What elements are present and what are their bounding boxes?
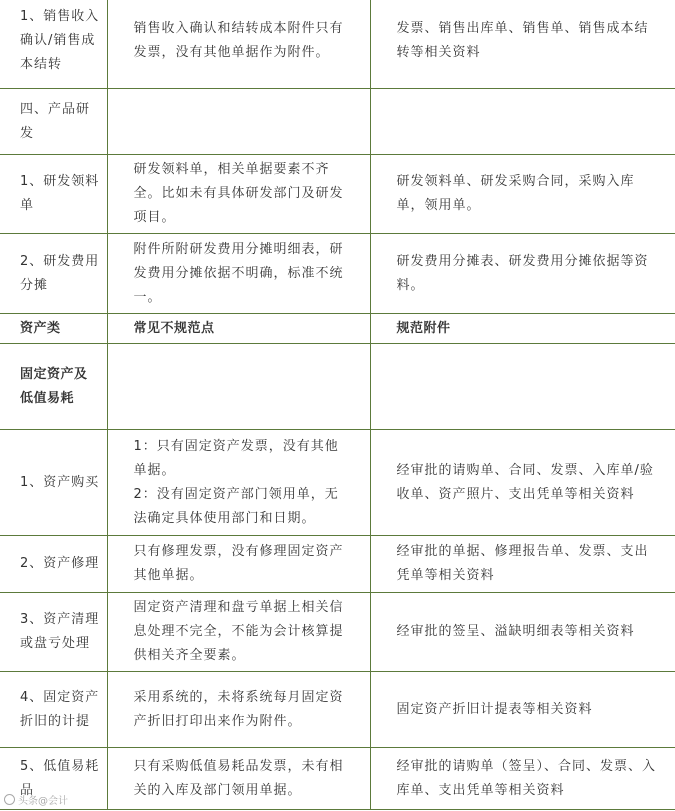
issue-cell: 研发领料单，相关单据要素不齐全。比如未有具体研发部门及研发项目。 bbox=[107, 155, 370, 234]
table-row bbox=[0, 593, 675, 672]
column-header-issue: 常见不规范点 bbox=[107, 314, 370, 344]
attachment-cell: 研发领料单、研发采购合同，采购入库单，领用单。 bbox=[370, 155, 675, 234]
column-header-attachment: 规范附件 bbox=[370, 314, 675, 344]
item-cell: 3、资产清理或盘亏处理 bbox=[0, 593, 107, 672]
issue-cell: 只有修理发票，没有修理固定资产其他单据。 bbox=[107, 536, 370, 593]
watermark-logo-icon bbox=[4, 794, 15, 805]
attachment-cell: 研发费用分摊表、研发费用分摊依据等资料。 bbox=[370, 234, 675, 314]
attachment-cell bbox=[370, 89, 675, 155]
section-cell: 固定资产及低值易耗 bbox=[0, 344, 107, 430]
watermark bbox=[4, 792, 68, 807]
table-row bbox=[0, 234, 675, 314]
table-row bbox=[0, 344, 675, 430]
item-cell: 1、资产购买 bbox=[0, 430, 107, 536]
issue-cell: 附件所附研发费用分摊明细表，研发费用分摊依据不明确，标准不统一。 bbox=[107, 234, 370, 314]
table-row bbox=[0, 155, 675, 234]
item-cell: 4、固定资产折旧的计提 bbox=[0, 672, 107, 748]
item-cell: 5、低值易耗品 bbox=[0, 748, 107, 810]
issue-cell bbox=[107, 344, 370, 430]
item-cell: 1、销售收入确认/销售成本结转 bbox=[0, 0, 107, 89]
table-header-row bbox=[0, 314, 675, 344]
issue-cell bbox=[107, 89, 370, 155]
column-header-category: 资产类 bbox=[0, 314, 107, 344]
issue-cell: 采用系统的，未将系统每月固定资产折旧打印出来作为附件。 bbox=[107, 672, 370, 748]
watermark-text: 头条@会计 bbox=[18, 796, 68, 807]
table-row bbox=[0, 430, 675, 536]
item-cell: 1、研发领料单 bbox=[0, 155, 107, 234]
table-row bbox=[0, 672, 675, 748]
table-row bbox=[0, 748, 675, 810]
attachment-cell: 固定资产折旧计提表等相关资料 bbox=[370, 672, 675, 748]
attachment-cell: 发票、销售出库单、销售单、销售成本结转等相关资料 bbox=[370, 0, 675, 89]
issue-cell: 固定资产清理和盘亏单据上相关信息处理不完全，不能为会计核算提供相关齐全要素。 bbox=[107, 593, 370, 672]
issue-cell: 只有采购低值易耗品发票，未有相关的入库及部门领用单据。 bbox=[107, 748, 370, 810]
table-row bbox=[0, 536, 675, 593]
issue-line: 1：只有固定资产发票，没有其他单据。 bbox=[133, 438, 339, 478]
attachment-cell: 经审批的签呈、溢缺明细表等相关资料 bbox=[370, 593, 675, 672]
attachment-cell: 经审批的单据、修理报告单、发票、支出凭单等相关资料 bbox=[370, 536, 675, 593]
attachment-cell: 经审批的请购单、合同、发票、入库单/验收单、资产照片、支出凭单等相关资料 bbox=[370, 430, 675, 536]
issue-cell bbox=[107, 430, 370, 536]
item-cell: 2、资产修理 bbox=[0, 536, 107, 593]
item-cell: 2、研发费用分摊 bbox=[0, 234, 107, 314]
section-cell: 四、产品研发 bbox=[0, 89, 107, 155]
issue-line: 2：没有固定资产部门领用单，无法确定具体使用部门和日期。 bbox=[133, 486, 339, 526]
attachment-cell bbox=[370, 344, 675, 430]
table-row bbox=[0, 89, 675, 155]
attachment-cell: 经审批的请购单（签呈）、合同、发票、入库单、支出凭单等相关资料 bbox=[370, 748, 675, 810]
table-row bbox=[0, 0, 675, 89]
issue-cell: 销售收入确认和结转成本附件只有发票，没有其他单据作为附件。 bbox=[107, 0, 370, 89]
